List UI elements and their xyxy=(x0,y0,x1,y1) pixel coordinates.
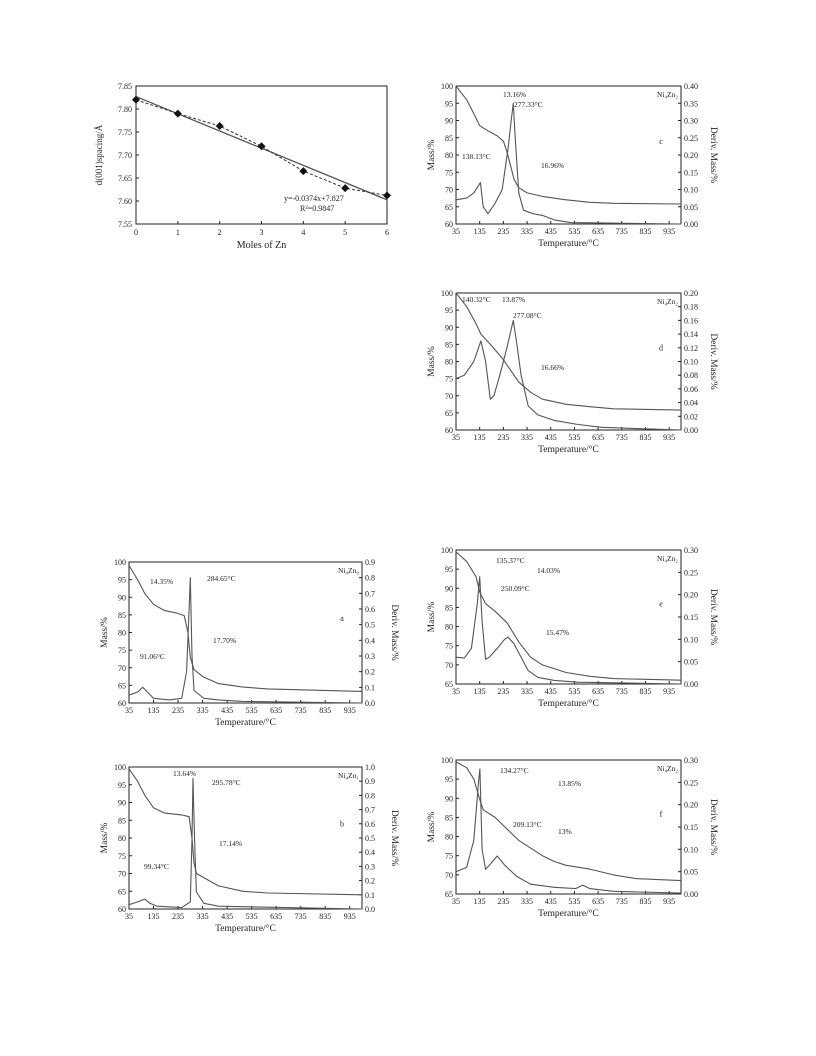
x-tick-label: 935 xyxy=(663,687,676,696)
x-tick-label: 135 xyxy=(473,227,486,236)
y-left-tick-label: 90 xyxy=(445,116,453,126)
x-tick-label: 235 xyxy=(497,687,510,696)
y-left-tick-label: 90 xyxy=(445,323,453,333)
y-left-tick-label: 90 xyxy=(445,584,453,594)
y-right-tick-label: 0.30 xyxy=(684,116,698,126)
x-tick-label: 535 xyxy=(245,912,258,921)
annotation-label: 135.37°C xyxy=(496,556,525,565)
x-tick-label: 635 xyxy=(270,912,283,921)
x-tick-label: 935 xyxy=(343,706,356,715)
mass-curve xyxy=(456,86,681,204)
y-left-tick-label: 100 xyxy=(441,289,453,298)
y-left-tick-label: 75 xyxy=(445,641,453,651)
x-tick-label: 5 xyxy=(343,228,348,237)
y-left-tick-label: 100 xyxy=(441,756,453,765)
y-right-tick-label: 0.20 xyxy=(684,289,698,298)
y-left-tick-label: 80 xyxy=(118,834,126,843)
x-tick-label: 435 xyxy=(544,687,557,696)
annotation-label: 134.27°C xyxy=(500,766,529,775)
x-tick-label: 335 xyxy=(521,227,534,236)
y-left-axis-label: Mass/% xyxy=(427,139,437,171)
panel-label: c xyxy=(659,136,663,146)
panel-label: b xyxy=(340,819,344,829)
y-right-tick-label: 0.9 xyxy=(365,777,375,787)
annotation-label: 13.64% xyxy=(173,769,197,778)
y-right-tick-label: 0.30 xyxy=(684,546,698,555)
y-left-tick-label: 70 xyxy=(445,391,453,401)
y-right-tick-label: 0.8 xyxy=(365,791,375,801)
deriv-curve xyxy=(456,320,681,430)
x-tick-label: 635 xyxy=(592,227,605,236)
annotation-label: 13.85% xyxy=(558,779,582,788)
x-tick-label: 835 xyxy=(639,687,652,696)
annotation-label: 99.34°C xyxy=(144,862,169,871)
x-tick-label: 235 xyxy=(497,433,510,442)
x-axis-label: Temperature/°C xyxy=(215,924,276,934)
x-tick-label: 435 xyxy=(221,706,234,715)
fit-r2: R²=0.9847 xyxy=(300,204,335,213)
y-right-axis-label: Deriv. Mass/% xyxy=(389,809,399,867)
y-right-tick-label: 0.06 xyxy=(684,384,698,394)
y-right-tick-label: 0.00 xyxy=(684,426,698,435)
y-left-tick-label: 70 xyxy=(445,660,453,670)
y-right-tick-label: 0.20 xyxy=(684,800,698,810)
x-tick-label: 835 xyxy=(319,912,332,921)
y-left-axis-label: Mass/% xyxy=(100,822,110,854)
annotation-label: 295.78°C xyxy=(212,778,241,787)
y-left-axis-label: Mass/% xyxy=(427,346,437,377)
annotation-label: 140.32°C xyxy=(462,295,491,304)
plot-frame xyxy=(456,550,681,684)
x-tick-label: 335 xyxy=(196,706,209,715)
x-tick-label: 435 xyxy=(544,433,557,442)
annotation-label: 16.96% xyxy=(541,161,565,170)
y-right-tick-label: 0.15 xyxy=(684,613,698,622)
y-right-tick-label: 0.00 xyxy=(684,890,698,899)
y-left-tick-label: 80 xyxy=(445,151,453,160)
y-right-tick-label: 0.6 xyxy=(365,605,375,614)
y-left-tick-label: 80 xyxy=(445,832,453,842)
y-right-tick-label: 0.00 xyxy=(684,680,698,689)
panel-label: a xyxy=(340,614,344,624)
x-tick-label: 35 xyxy=(452,897,460,906)
x-tick-label: 4 xyxy=(301,228,306,237)
y-right-tick-label: 0.0 xyxy=(365,699,375,708)
y-left-tick-label: 95 xyxy=(118,780,126,790)
y-right-tick-label: 0.35 xyxy=(684,99,698,109)
x-tick-label: 935 xyxy=(663,433,676,442)
x-tick-label: 735 xyxy=(294,912,307,921)
y-left-tick-label: 65 xyxy=(445,890,453,899)
annotation-label: 91.06°C xyxy=(140,652,165,661)
y-left-tick-label: 75 xyxy=(445,374,453,384)
y-right-tick-label: 0.5 xyxy=(365,834,375,843)
y-left-tick-label: 90 xyxy=(118,593,126,603)
y-left-tick-label: 70 xyxy=(445,185,453,195)
y-right-tick-label: 0.5 xyxy=(365,620,375,630)
y-right-tick-label: 0.20 xyxy=(684,590,698,600)
y-right-tick-label: 0.2 xyxy=(365,876,375,886)
x-tick-label: 435 xyxy=(221,912,234,921)
y-tick-label: 7.85 xyxy=(118,82,132,91)
x-tick-label: 435 xyxy=(544,897,557,906)
x-tick-label: 6 xyxy=(385,228,389,237)
x-tick-label: 335 xyxy=(521,897,534,906)
y-left-tick-label: 100 xyxy=(114,558,126,567)
mass-curve xyxy=(456,552,681,680)
y-right-tick-label: 0.12 xyxy=(684,343,698,353)
y-left-tick-label: 95 xyxy=(445,565,453,575)
y-right-tick-label: 0.05 xyxy=(684,867,698,877)
x-tick-label: 3 xyxy=(259,228,264,237)
x-tick-label: 535 xyxy=(568,227,581,236)
x-tick-label: 835 xyxy=(639,897,652,906)
annotation-label: 209.13°C xyxy=(513,820,542,829)
x-tick-label: 35 xyxy=(125,912,133,921)
y-right-axis-label: Deriv. Mass/% xyxy=(708,126,718,184)
y-tick-label: 7.75 xyxy=(118,128,132,137)
y-right-tick-label: 0.4 xyxy=(365,848,375,858)
y-right-tick-label: 0.05 xyxy=(684,657,698,667)
y-right-tick-label: 0.25 xyxy=(684,133,698,143)
composition-label: Ni₄Zn₂ xyxy=(656,297,678,306)
annotation-label: 13.87% xyxy=(502,295,526,304)
y-left-tick-label: 95 xyxy=(118,575,126,585)
y-left-tick-label: 85 xyxy=(445,340,453,350)
chart-e xyxy=(427,546,718,709)
fit-equation: y=-0.0374x+7.827 xyxy=(284,194,344,203)
y-right-axis-label: Deriv. Mass/% xyxy=(708,798,718,856)
x-tick-label: 335 xyxy=(521,433,534,442)
data-point xyxy=(216,122,224,130)
x-tick-label: 735 xyxy=(615,227,628,236)
x-axis-label: Temperature/°C xyxy=(538,239,599,249)
y-right-tick-label: 0.3 xyxy=(365,862,375,872)
y-tick-label: 7.65 xyxy=(118,174,132,183)
y-left-tick-label: 65 xyxy=(445,408,453,418)
y-right-tick-label: 0.08 xyxy=(684,371,698,381)
y-left-tick-label: 70 xyxy=(445,870,453,880)
data-point xyxy=(299,167,307,175)
x-tick-label: 1 xyxy=(175,228,180,237)
y-right-tick-label: 1.0 xyxy=(365,763,375,772)
y-left-tick-label: 65 xyxy=(445,202,453,212)
x-tick-label: 935 xyxy=(663,897,676,906)
y-left-tick-label: 75 xyxy=(118,851,126,861)
x-axis-label: Moles of Zn xyxy=(236,240,287,251)
x-tick-label: 835 xyxy=(639,433,652,442)
chart-a xyxy=(100,558,399,728)
x-tick-label: 235 xyxy=(497,227,510,236)
x-tick-label: 35 xyxy=(125,706,133,715)
x-tick-label: 35 xyxy=(452,227,460,236)
annotation-label: 14.03% xyxy=(537,566,561,575)
y-right-tick-label: 0.7 xyxy=(365,805,375,815)
panel-label: d xyxy=(659,343,663,353)
y-right-tick-label: 0.18 xyxy=(684,302,698,312)
x-tick-label: 235 xyxy=(172,912,185,921)
y-left-tick-label: 85 xyxy=(118,816,126,826)
annotation-label: 14.35% xyxy=(150,577,174,586)
data-point xyxy=(132,96,140,104)
y-left-tick-label: 80 xyxy=(445,622,453,632)
y-right-tick-label: 0.10 xyxy=(684,357,698,367)
x-axis-label: Temperature/°C xyxy=(215,718,276,728)
y-right-tick-label: 0.00 xyxy=(684,220,698,229)
y-right-tick-label: 0.16 xyxy=(684,316,698,326)
x-tick-label: 635 xyxy=(592,433,605,442)
y-right-tick-label: 0.10 xyxy=(684,635,698,645)
y-left-tick-label: 90 xyxy=(118,798,126,808)
y-left-tick-label: 95 xyxy=(445,99,453,109)
x-tick-label: 135 xyxy=(147,912,160,921)
panel-label: e xyxy=(659,599,663,609)
y-left-tick-label: 100 xyxy=(114,763,126,772)
data-point xyxy=(341,184,349,192)
x-tick-label: 135 xyxy=(473,687,486,696)
composition-label: Ni₄Zn₂ xyxy=(656,764,678,773)
chart-d xyxy=(427,289,718,455)
annotation-label: 277.33°C xyxy=(514,100,543,109)
x-tick-label: 335 xyxy=(521,687,534,696)
y-left-tick-label: 75 xyxy=(445,168,453,178)
panel-label: f xyxy=(659,809,663,819)
plot-frame xyxy=(136,86,387,224)
annotation-label: 277.08°C xyxy=(513,311,542,320)
y-tick-label: 7.55 xyxy=(118,220,132,229)
x-tick-label: 935 xyxy=(343,912,356,921)
x-axis-label: Temperature/°C xyxy=(538,699,599,709)
y-right-tick-label: 0.0 xyxy=(365,905,375,914)
x-tick-label: 735 xyxy=(615,897,628,906)
x-tick-label: 0 xyxy=(134,228,138,237)
y-right-tick-label: 0.10 xyxy=(684,185,698,195)
x-tick-label: 635 xyxy=(592,897,605,906)
x-tick-label: 535 xyxy=(245,706,258,715)
x-tick-label: 435 xyxy=(544,227,557,236)
annotation-label: 17.70% xyxy=(213,636,237,645)
y-left-tick-label: 60 xyxy=(445,220,453,229)
deriv-curve xyxy=(129,578,362,703)
y-left-tick-label: 75 xyxy=(445,851,453,861)
y-right-tick-label: 0.14 xyxy=(684,330,698,340)
y-right-axis-label: Deriv. Mass/% xyxy=(389,604,399,661)
x-tick-label: 235 xyxy=(172,706,185,715)
y-left-tick-label: 70 xyxy=(118,869,126,879)
y-right-tick-label: 0.30 xyxy=(684,756,698,765)
x-axis-label: Temperature/°C xyxy=(538,445,599,455)
x-tick-label: 535 xyxy=(568,897,581,906)
y-left-tick-label: 100 xyxy=(441,546,453,555)
y-right-tick-label: 0.4 xyxy=(365,636,375,646)
y-right-tick-label: 0.9 xyxy=(365,558,375,567)
x-axis-label: Temperature/°C xyxy=(538,909,599,919)
y-left-tick-label: 95 xyxy=(445,306,453,316)
annotation-label: 284.65°C xyxy=(207,574,236,583)
y-right-tick-label: 0.15 xyxy=(684,168,698,178)
y-left-tick-label: 60 xyxy=(445,426,453,435)
x-tick-label: 835 xyxy=(319,706,332,715)
y-left-tick-label: 95 xyxy=(445,775,453,785)
y-left-tick-label: 65 xyxy=(445,680,453,689)
y-right-tick-label: 0.2 xyxy=(365,667,375,677)
y-left-axis-label: Mass/% xyxy=(100,617,110,648)
y-right-tick-label: 0.1 xyxy=(365,683,375,693)
y-axis-label: d(001)spacing/Å xyxy=(94,124,104,186)
y-right-tick-label: 0.1 xyxy=(365,890,375,900)
y-right-tick-label: 0.20 xyxy=(684,151,698,160)
y-right-axis-label: Deriv. Mass/% xyxy=(708,333,718,390)
y-right-tick-label: 0.15 xyxy=(684,823,698,832)
x-tick-label: 135 xyxy=(147,706,160,715)
y-right-tick-label: 0.25 xyxy=(684,568,698,578)
plot-frame xyxy=(129,767,362,909)
annotation-label: 13% xyxy=(558,827,572,836)
y-tick-label: 7.70 xyxy=(118,151,132,160)
y-left-tick-label: 85 xyxy=(445,603,453,613)
y-tick-label: 7.80 xyxy=(118,105,132,114)
y-right-tick-label: 0.8 xyxy=(365,573,375,583)
y-right-tick-label: 0.10 xyxy=(684,845,698,855)
y-left-tick-label: 90 xyxy=(445,794,453,804)
data-point xyxy=(174,110,182,118)
y-left-axis-label: Mass/% xyxy=(427,601,437,633)
chart-zn xyxy=(94,82,391,251)
deriv-curve xyxy=(456,103,681,224)
y-left-tick-label: 65 xyxy=(118,887,126,897)
x-tick-label: 335 xyxy=(196,912,209,921)
y-left-tick-label: 60 xyxy=(118,699,126,708)
y-right-tick-label: 0.40 xyxy=(684,82,698,91)
x-tick-label: 735 xyxy=(294,706,307,715)
x-tick-label: 2 xyxy=(217,228,222,237)
y-left-tick-label: 100 xyxy=(441,82,453,91)
y-right-tick-label: 0.6 xyxy=(365,819,375,829)
annotation-label: 17.14% xyxy=(219,839,243,848)
annotation-label: 250.09°C xyxy=(501,584,530,593)
x-tick-label: 735 xyxy=(615,687,628,696)
y-right-tick-label: 0.7 xyxy=(365,589,375,599)
x-tick-label: 835 xyxy=(639,227,652,236)
x-tick-label: 535 xyxy=(568,433,581,442)
y-right-tick-label: 0.02 xyxy=(684,412,698,422)
composition-label: Ni₄Zn₁ xyxy=(337,771,359,780)
x-tick-label: 735 xyxy=(615,433,628,442)
x-tick-label: 235 xyxy=(497,897,510,906)
y-right-tick-label: 0.25 xyxy=(684,778,698,788)
mass-curve xyxy=(129,769,362,895)
y-left-tick-label: 85 xyxy=(445,813,453,823)
y-left-tick-label: 60 xyxy=(118,905,126,914)
y-right-tick-label: 0.04 xyxy=(684,398,698,408)
chart-c xyxy=(427,82,718,249)
x-tick-label: 635 xyxy=(592,687,605,696)
y-left-tick-label: 80 xyxy=(445,357,453,367)
y-left-tick-label: 75 xyxy=(118,646,126,656)
y-tick-label: 7.60 xyxy=(118,197,132,206)
chart-f xyxy=(427,756,718,919)
x-tick-label: 35 xyxy=(452,433,460,442)
y-right-tick-label: 0.05 xyxy=(684,202,698,212)
x-tick-label: 635 xyxy=(270,706,283,715)
annotation-label: 13.16% xyxy=(503,90,527,99)
x-tick-label: 535 xyxy=(568,687,581,696)
y-left-tick-label: 80 xyxy=(118,628,126,638)
annotation-label: 138.13°C xyxy=(462,152,491,161)
x-tick-label: 935 xyxy=(663,227,676,236)
x-tick-label: 35 xyxy=(452,687,460,696)
composition-label: Ni₄Zn₀ xyxy=(337,566,359,575)
x-tick-label: 135 xyxy=(473,433,486,442)
x-tick-label: 135 xyxy=(473,897,486,906)
y-left-tick-label: 85 xyxy=(118,610,126,620)
y-left-tick-label: 65 xyxy=(118,681,126,691)
composition-label: Ni₄Zn₂ xyxy=(656,554,678,563)
y-left-tick-label: 85 xyxy=(445,133,453,143)
annotation-label: 16.66% xyxy=(541,363,565,372)
composition-label: Ni₄Zn₂ xyxy=(656,90,678,99)
y-left-tick-label: 70 xyxy=(118,663,126,673)
y-right-tick-label: 0.3 xyxy=(365,652,375,661)
chart-b xyxy=(100,763,399,934)
y-right-axis-label: Deriv. Mass/% xyxy=(708,588,718,646)
y-left-axis-label: Mass/% xyxy=(427,811,437,843)
deriv-curve xyxy=(129,778,362,909)
annotation-label: 15.47% xyxy=(546,628,570,637)
